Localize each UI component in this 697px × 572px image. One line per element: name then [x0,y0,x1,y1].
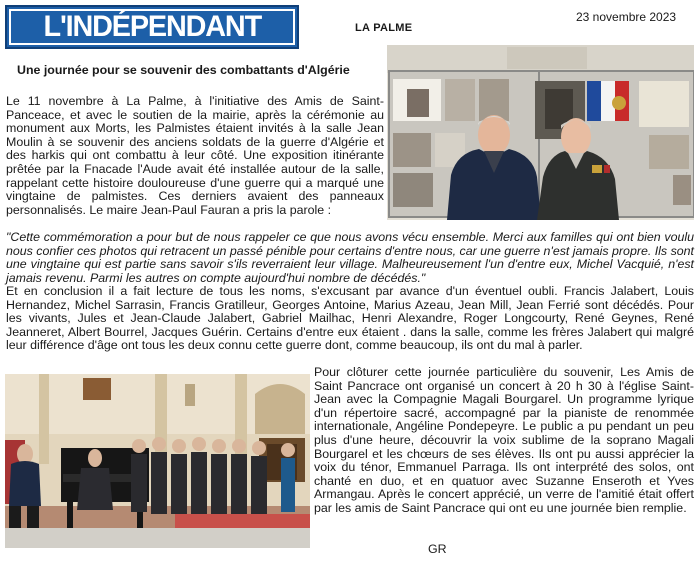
article-paragraph-intro: Le 11 novembre à La Palme, à l'initiative des Amis de Saint-Panceace, et avec le soutien de la mairie, après la cérémonie au monument aux Morts, les Palmistes étaient invités à la salle Jean Moulin à se souvenir des anciens soldats de la guerre d'Algérie et des harkis qui ont combattu à leur côté. Une exposition itinérante prêtée par la Fnacade l'Aude avait été installée autour de la salle, rappelant cette histoire douloureuse d'une guerre qui a marqué une vingtaine de palmistes. Ces derniers avaient des panneaux personnalisés. Le maire Jean-Paul Fauran a pris la parole : [6,94,384,217]
location-label: LA PALME [355,22,413,34]
concert-photo [5,374,310,548]
article-paragraph-concert: Pour clôturer cette journée particulière du souvenir, Les Amis de Saint Pancrace ont organisé un concert à 20 h 30 à l'église Saint-Jean avec la Compagnie Magali Bourgarel. Un programme lyrique d'un répertoire sacré, accompagné par la pianiste de renommée internationale, Angéline Pondepeyre. Le public a pu pendant un peu plus d'une heure, découvrir la voix sublime de la soprano Magali Bourgarel et les chœurs de ses élèves. Ils ont pu aussi apprécier la voix du ténor, Emmanuel Parraga. Ils ont interprété des solos, ont chanté en duo, et en quatuor avec Suzanne Enseroth et Yves Armangau. Après le concert apprécié, un verre de l'amitié était offert par les amis de Saint Pancrace qui ont eu une journée bien remplie. [314,365,694,515]
publication-date: 23 novembre 2023 [576,10,677,24]
masthead-title: L'INDÉPENDANT [43,10,261,43]
newspaper-masthead [5,5,299,49]
masthead-frame [9,9,295,45]
quote-text: "Cette commémoration a pour but de nous rappeler ce que nous avons vécu ensemble. Merci aux familles qui ont bien voulu nous confier ces photos qui retracent un passé pénible pour certains d'entre nous, car une guerre n'est jamais propre. Ils sont une vingtaine qui est partie sans savoir s'ils reverraient leur village. Malheureusement l'un d'entre eux, Michel Vacquié, n'est jamais revenu. Parmi les autres on compte aujourd'hui nombre de décédés." [6,230,694,285]
article-quote [6,231,694,285]
veterans-photo [387,45,694,220]
article-byline: GR [428,542,447,556]
article-paragraph-names: Et en conclusion il a fait lecture de tous les noms, s'excusant par avance d'un éventuel oubli. Francis Jalabert, Louis Hernandez, Michel Sarrasin, Francis Gratilleur, Georges Antoine, Marius Azeau, Jean Mill, Jean Ferrié sont décédés. Pour les vivants, Jules et Jean-Claude Jalabert, Gabriel Mailhac, Henri Alexandre, Roger Longcourty, René Geynes, René Jeanneret, Albert Bourrel, Jacques Guérin. Certains d'entre eux étaient . dans la salle, comme les frères Jalabert qui malgré leur différence d'âge ont tous les deux connu cette guerre dont, comme beaucoup, ils ont du mal à parler. [6,284,694,353]
veterans-photo-illustration [387,45,694,220]
article-headline: Une journée pour se souvenir des combattants d'Algérie [17,63,350,77]
concert-photo-illustration [5,374,310,548]
